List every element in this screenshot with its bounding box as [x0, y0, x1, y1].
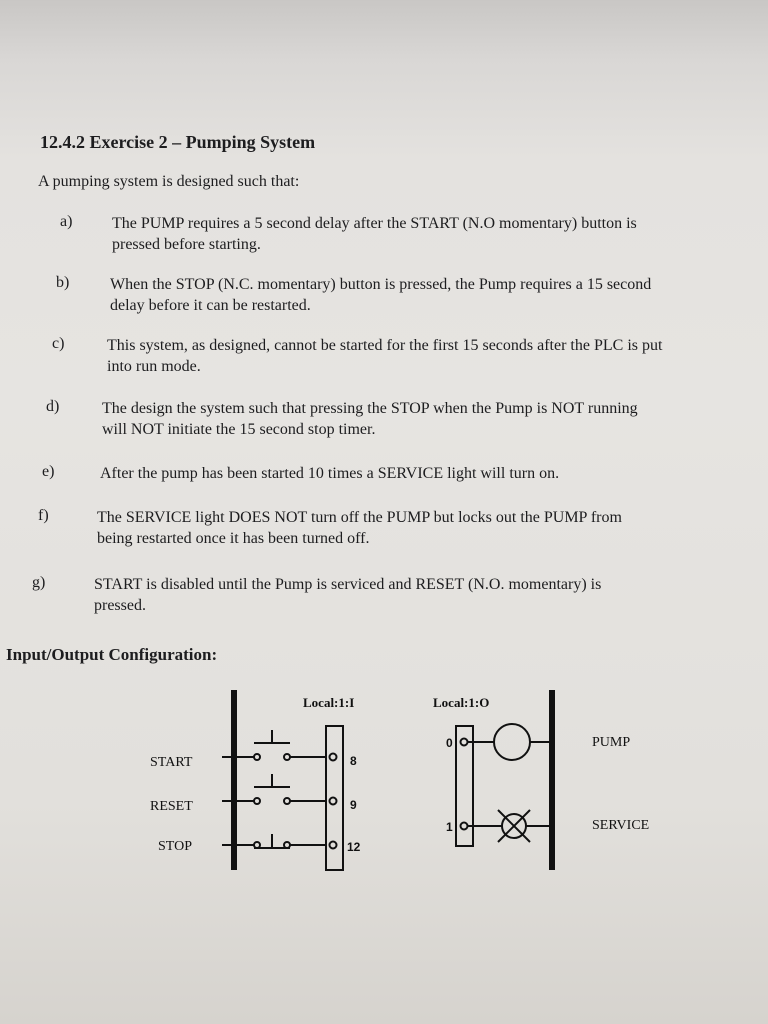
terminal-0: 0 — [446, 736, 453, 750]
item-line: START is disabled until the Pump is serviced and RESET (N.O. momentary) is — [94, 576, 602, 593]
stop-label: STOP — [158, 839, 192, 854]
item-line: The design the system such that pressing the STOP when the Pump is NOT running — [102, 400, 638, 417]
item-line: will NOT initiate the 15 second stop timer. — [102, 421, 376, 438]
item-line: being restarted once it has been turned off. — [97, 530, 370, 547]
item-line: When the STOP (N.C. momentary) button is pressed, the Pump requires a 15 second — [110, 276, 652, 293]
service-label: SERVICE — [592, 818, 650, 833]
service-light-symbol — [461, 810, 553, 842]
item-line: The PUMP requires a 5 second delay after the START (N.O momentary) button is — [112, 215, 637, 232]
item-line: delay before it can be restarted. — [110, 297, 311, 314]
pump-motor-symbol — [461, 724, 553, 760]
io-config-heading: Input/Output Configuration: — [6, 645, 218, 664]
item-line: After the pump has been started 10 times a SERVICE light will turn on. — [100, 465, 560, 482]
output-module-box — [456, 726, 473, 846]
item-label: a) — [60, 213, 73, 230]
reset-label: RESET — [150, 799, 193, 814]
terminal-9: 9 — [350, 798, 357, 812]
reset-pushbutton-symbol — [222, 774, 337, 805]
item-label: b) — [56, 274, 70, 291]
item-label: c) — [52, 335, 65, 352]
terminal-12: 12 — [347, 840, 361, 854]
item-label: d) — [46, 398, 60, 415]
output-module-label: Local:1:O — [433, 695, 490, 710]
start-label: START — [150, 755, 193, 770]
item-label: e) — [42, 463, 55, 480]
stop-pushbutton-symbol — [222, 834, 337, 849]
item-line: pressed. — [94, 597, 146, 614]
terminal-8: 8 — [350, 754, 357, 768]
section-number: 12.4.2 — [40, 132, 85, 152]
item-label: g) — [32, 574, 46, 591]
start-pushbutton-symbol — [222, 730, 337, 761]
exercise-title — [40, 132, 315, 153]
item-line: The SERVICE light DOES NOT turn off the PUMP but locks out the PUMP from — [97, 509, 622, 526]
item-line: This system, as designed, cannot be started for the first 15 seconds after the PLC is put — [107, 337, 663, 354]
item-line: pressed before starting. — [112, 236, 261, 253]
item-label: f) — [38, 507, 49, 524]
input-module-label: Local:1:I — [303, 695, 355, 710]
terminal-1: 1 — [446, 820, 453, 834]
section-title: Exercise 2 – Pumping System — [89, 132, 316, 152]
pump-label: PUMP — [592, 735, 631, 750]
item-line: into run mode. — [107, 358, 201, 375]
io-wiring-diagram — [130, 680, 670, 885]
intro-text: A pumping system is designed such that: — [38, 173, 300, 190]
